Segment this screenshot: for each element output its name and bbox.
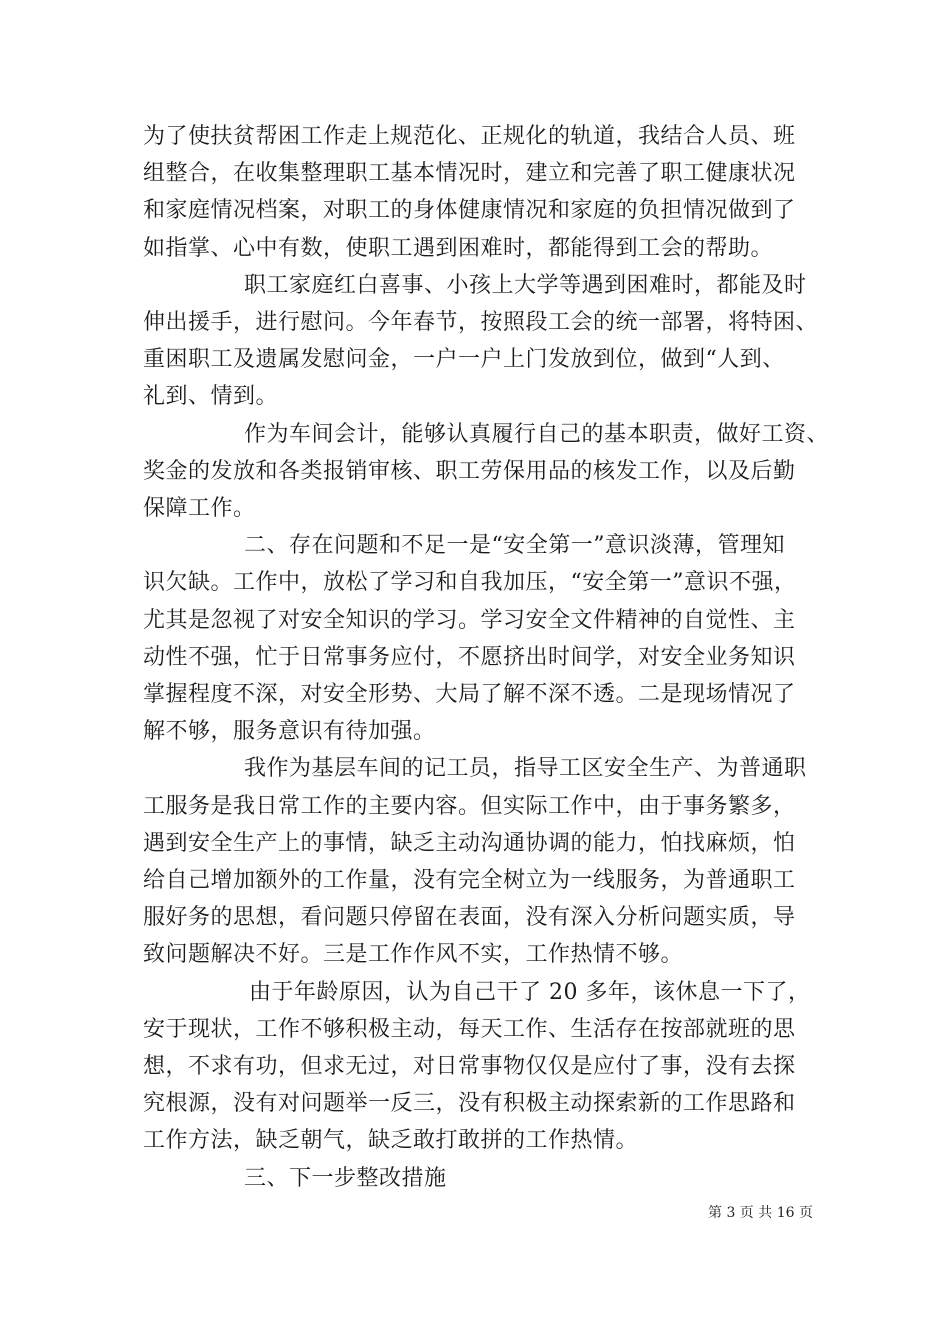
text-line: 尤其是忽视了对安全知识的学习。学习安全文件精神的自觉性、主 — [143, 607, 796, 633]
section-heading-next-steps — [143, 1160, 808, 1197]
paragraph-work-attitude — [143, 974, 811, 1160]
text-line: 礼到、情到。 — [143, 384, 279, 410]
text-line: 和家庭情况档案，对职工的身体健康情况和家庭的负担情况做到了 — [143, 198, 796, 224]
text-line: 遇到安全生产上的事情，缺乏主动沟通协调的能力，怕找麻烦，怕 — [143, 830, 796, 856]
text-line: 动性不强，忙于日常事务应付，不愿挤出时间学，对安全业务知识 — [143, 644, 796, 670]
text-line: 作为车间会计，能够认真履行自己的基本职责，做好工资、 — [244, 421, 830, 447]
paragraph-poverty-relief-files — [143, 118, 808, 267]
paragraph-timekeeper-role — [143, 750, 808, 973]
text-line: 识欠缺。工作中，放松了学习和自我加压，“安全第一”意识不强， — [143, 570, 797, 596]
document-body — [143, 118, 830, 1197]
text-line: 给自己增加额外的工作量，没有完全树立为一线服务，为普通职工 — [143, 868, 796, 894]
text-line: 奖金的发放和各类报销审核、职工劳保用品的核发工作，以及后勤 — [143, 458, 796, 484]
paragraph-problems-and-shortcomings — [143, 527, 808, 750]
text-line: 想，不求有功，但求无过，对日常事物仅仅是应付了事，没有去探 — [143, 1054, 796, 1080]
text-line: 如指掌、心中有数，使职工遇到困难时，都能得到工会的帮助。 — [143, 235, 774, 261]
text-line: 保障工作。 — [143, 496, 256, 522]
text-line: 解不够，服务意识有待加强。 — [143, 719, 436, 745]
paragraph-condolence-visits — [143, 267, 819, 416]
text-line: 掌握程度不深，对安全形势、大局了解不深不透。二是现场情况了 — [143, 682, 796, 708]
text-line: 安于现状，工作不够积极主动，每天工作、生活存在按部就班的思 — [143, 1016, 796, 1042]
text-line: 我作为基层车间的记工员，指导工区安全生产、为普通职 — [244, 756, 807, 782]
paragraph-workshop-accountant — [143, 416, 830, 528]
text-line: 为了使扶贫帮困工作走上规范化、正规化的轨道，我结合人员、班 — [143, 124, 796, 149]
text-line: 服好务的思想，看问题只停留在表面，没有深入分析问题实质，导 — [143, 905, 796, 931]
section-heading-line: 三、下一步整改措施 — [244, 1165, 447, 1191]
text-line: 工服务是我日常工作的主要内容。但实际工作中，由于事务繁多， — [143, 793, 796, 819]
text-line: 职工家庭红白喜事、小孩上大学等遇到困难时，都能及时 — [244, 272, 807, 298]
page-number-footer: 第 3 页 共 16 页 — [708, 1205, 813, 1221]
text-line: 伸出援手，进行慰问。今年春节，按照段工会的统一部署，将特困、 — [143, 310, 819, 336]
text-line: 组整合，在收集整理职工基本情况时，建立和完善了职工健康状况 — [143, 161, 796, 187]
text-line: 究根源，没有对问题举一反三，没有积极主动探索新的工作思路和 — [143, 1091, 796, 1117]
text-line: 致问题解决不好。三是工作作风不实，工作热情不够。 — [143, 942, 684, 968]
text-line: 由于年龄原因，认为自己干了 20 多年，该休息一下了， — [249, 979, 811, 1005]
text-line: 重困职工及遗属发慰问金，一户一户上门发放到位，做到“人到、 — [143, 347, 785, 373]
section-heading-line: 二、存在问题和不足一是“安全第一”意识淡薄，管理知 — [244, 533, 785, 559]
text-line: 工作方法，缺乏朝气，缺乏敢打敢拼的工作热情。 — [143, 1128, 639, 1154]
